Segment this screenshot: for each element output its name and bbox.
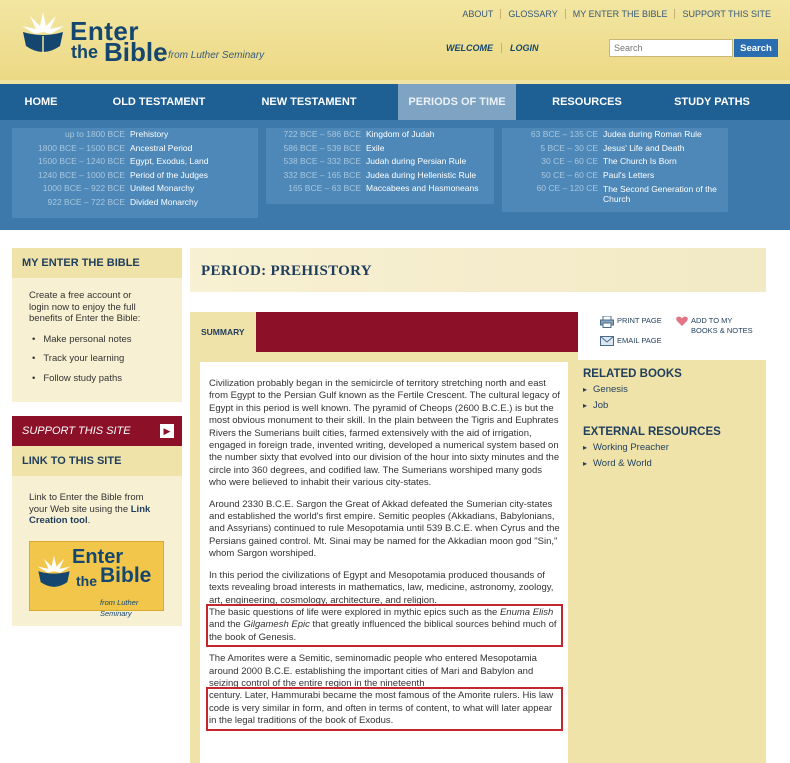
- period-row[interactable]: 1500 BCE – 1240 BCE Egypt, Exodus, Land: [38, 156, 209, 167]
- paragraph: The Amorites were a Semitic, seminomadic people who entered Mesopotamia around 2000 B.C.E. establishing the important cities of Mari and Babylon and seizing control of the entire region in the nineteenth century. Later, Hammurabi became the most famous of the Amorite rulers. His law code is very similar in form, and often in terms of content, to what will later appear in the legal traditions of the book of Exodus.: [209, 653, 560, 727]
- period-row[interactable]: 50 CE – 60 CE Paul's Letters: [541, 169, 655, 180]
- my-enter-the-bible-heading: MY ENTER THE BIBLE: [12, 248, 182, 278]
- list-item: • Track your learning: [32, 353, 172, 365]
- content-tabs: [190, 312, 578, 352]
- external-word-and-world[interactable]: ▸ Word & World: [583, 458, 766, 470]
- badge-subtitle: from Luther Seminary: [100, 597, 139, 618]
- related-books-heading: RELATED BOOKS: [583, 368, 682, 380]
- period-row[interactable]: 722 BCE – 586 BCE Kingdom of Judah: [283, 129, 435, 139]
- periods-panel: [0, 120, 790, 230]
- paragraph: Civilization probably began in the semicircle of territory stretching north and east from Egypt to the Persian Gulf known as the Fertile Crescent. The cultural legacy of Egypt in this period is well known. The pyramid of Cheops (2600 B.C.E.) is but the most obvious monument to their skill. In the plain between the Tigris and Euphrates Rivers the Sumerians built cities, farmed extensively with the aid of irrigation, engaged in foreign trade, invented writing, developed a numerical system based on the number sixty that evolved into our division of the hour into sixty minutes and the circle into 360 degrees, and codified law. The Sumerians worshiped many gods who were believed to inhabit their various city-states.: [209, 378, 560, 489]
- nav-new-testament[interactable]: NEW TESTAMENT: [261, 96, 357, 108]
- period-row[interactable]: 1240 BCE – 1000 BCE Period of the Judges: [38, 169, 208, 180]
- title-bar: [190, 248, 766, 292]
- related-book-job[interactable]: ▸ Job: [583, 400, 766, 412]
- period-row[interactable]: 165 BCE – 63 BCE Maccabees and Hasmoneans: [288, 183, 479, 194]
- logo-subtitle: from Luther Seminary: [168, 50, 265, 61]
- link-to-this-site-box: [12, 476, 182, 626]
- top-links: [455, 9, 778, 19]
- search-input[interactable]: [609, 39, 733, 57]
- print-page-link[interactable]: PRINT PAGE: [600, 316, 662, 328]
- period-row[interactable]: 922 BCE – 722 BCE Divided Monarchy: [47, 196, 199, 207]
- periods-column-2: [266, 128, 494, 204]
- periods-column-3: [502, 128, 728, 212]
- benefits-list: [29, 334, 172, 385]
- site-logo[interactable]: [20, 6, 275, 70]
- tab-bar-fill: [256, 312, 578, 352]
- bible-logo-icon: [20, 8, 66, 58]
- login-link[interactable]: LOGIN: [501, 43, 547, 53]
- periods-column-1: [12, 128, 258, 218]
- nav-home[interactable]: HOME: [24, 96, 58, 108]
- period-row[interactable]: 5 BCE – 30 CE Jesus' Life and Death: [540, 142, 685, 153]
- highlighted-passage: century. Later, Hammurabi became the most famous of the Amorite rulers. His law code is very similar in form, and often in terms of content, to what will later appear in the legal traditions of the book of Exodus.: [209, 690, 560, 727]
- badge-bible-text: Bible: [100, 563, 152, 587]
- nav-old-testament[interactable]: OLD TESTAMENT: [112, 96, 206, 108]
- welcome-text: WELCOME: [446, 43, 493, 53]
- printer-icon: [600, 316, 614, 328]
- logo-enter-text: Enter: [70, 16, 139, 46]
- link-to-this-site-heading: LINK TO THIS SITE: [12, 446, 182, 476]
- email-page-link[interactable]: EMAIL PAGE: [600, 336, 662, 346]
- site-header: [0, 0, 790, 80]
- external-resources-heading: EXTERNAL RESOURCES: [583, 426, 721, 438]
- badge-the-text: the: [76, 572, 97, 589]
- period-row[interactable]: 586 BCE – 539 BCE Exile: [283, 142, 385, 153]
- nav-resources[interactable]: RESOURCES: [552, 96, 622, 108]
- welcome-area: [438, 43, 547, 53]
- period-row[interactable]: 332 BCE – 165 BCE Judea during Hellenistic Rule: [283, 169, 477, 180]
- bible-logo-icon: [36, 552, 72, 592]
- period-row[interactable]: 1800 BCE – 1500 BCE Ancestral Period: [38, 142, 193, 153]
- period-row[interactable]: 60 CE – 120 CE The Second Generation of the Church: [536, 183, 717, 205]
- paragraph: In this period the civilizations of Egypt and Mesopotamia produced thousands of texts revealing broad interests in mathematics, law, medicine, astronomy, zoology, art, engineering, cosmology, architecture, and religion. The basic questions of life were explored in mythic epics such as the Enuma Elish and the Gilgamesh Epic that greatly influenced the biblical sources behind much of the book of Genesis.: [209, 570, 560, 644]
- top-link-glossary[interactable]: GLOSSARY: [500, 9, 564, 19]
- highlighted-passage: The basic questions of life were explored in mythic epics such as the Enuma Elish and the Gilgamesh Epic that greatly influenced the biblical sources behind much of the book of Genesis.: [209, 607, 560, 644]
- related-book-genesis[interactable]: ▸ Genesis: [583, 384, 766, 396]
- nav-study-paths[interactable]: STUDY PATHS: [674, 96, 750, 108]
- nav-periods-of-time[interactable]: PERIODS OF TIME: [398, 84, 516, 120]
- link-creation-tool-link[interactable]: Link Creation tool: [29, 503, 151, 526]
- support-label: SUPPORT THIS SITE: [22, 425, 131, 437]
- logo-bible-text: Bible: [104, 37, 168, 67]
- my-etb-intro: Create a free account or login now to enjoy the full benefits of Enter the Bible:: [29, 290, 141, 324]
- logo-the-text: the: [71, 42, 98, 62]
- summary-content: [200, 362, 568, 763]
- left-sidebar: [12, 248, 182, 626]
- tab-summary[interactable]: SUMMARY: [190, 312, 256, 352]
- badge-enter-text: Enter: [72, 545, 124, 568]
- main-nav: [0, 80, 790, 120]
- list-item: • Make personal notes: [32, 334, 172, 346]
- add-to-my-books-link[interactable]: ADD TO MY BOOKS & NOTES: [676, 316, 757, 336]
- period-row[interactable]: 63 BCE – 135 CE Judea during Roman Rule: [530, 129, 702, 139]
- related-panel: [578, 360, 766, 763]
- period-row[interactable]: 30 CE – 60 CE The Church Is Born: [541, 156, 677, 167]
- content-frame: [190, 352, 578, 763]
- top-link-my-enter-the-bible[interactable]: MY ENTER THE BIBLE: [565, 9, 675, 19]
- arrow-right-icon: ▶: [160, 424, 174, 438]
- list-item: • Follow study paths: [32, 373, 172, 385]
- enter-the-bible-badge[interactable]: [29, 541, 164, 618]
- period-row[interactable]: up to 1800 BCE Prehistory: [64, 129, 169, 139]
- my-enter-the-bible-box: [12, 278, 182, 402]
- period-row[interactable]: 1000 BCE – 922 BCE United Monarchy: [42, 183, 195, 194]
- top-link-about[interactable]: ABOUT: [462, 9, 494, 19]
- external-working-preacher[interactable]: ▸ Working Preacher: [583, 442, 766, 454]
- link-text: Link to Enter the Bible from your Web site using the Link Creation tool.: [29, 492, 151, 526]
- top-link-support[interactable]: SUPPORT THIS SITE: [674, 9, 778, 19]
- page-title: PERIOD: PREHISTORY: [201, 263, 372, 279]
- page-tools: [596, 312, 766, 360]
- paragraph: Around 2330 B.C.E. Sargon the Great of Akkad defeated the Sumerian city-states and established the world's first empire. Semitic peoples (Akkadians, Babylonians, and Assyrians) continued to rule Mesopotamia until 539 B.C.E. when Cyrus and the Persians gained control. Mt. Sinai may be named for the Akkadian moon god "Sin," whom Sargon worshiped.: [209, 498, 560, 560]
- envelope-icon: [600, 336, 614, 346]
- search-button[interactable]: Search: [734, 39, 778, 57]
- support-this-site-button[interactable]: [12, 416, 182, 446]
- heart-icon: [676, 316, 688, 327]
- period-row[interactable]: 538 BCE – 332 BCE Judah during Persian Rule: [283, 156, 467, 167]
